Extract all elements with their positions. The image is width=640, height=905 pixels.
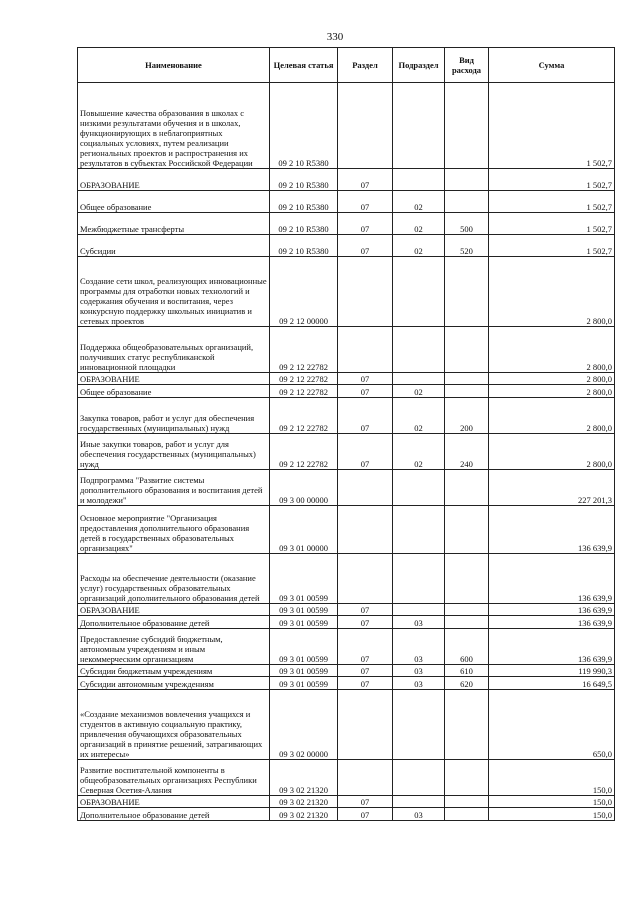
cell-name: Поддержка общеобразовательных организаций, получивших статус республиканской инновационной площадки <box>78 327 270 373</box>
cell-section <box>338 83 393 169</box>
cell-section: 07 <box>338 677 393 690</box>
cell-subsection <box>393 604 445 616</box>
table-row <box>78 629 615 665</box>
cell-name: Подпрограмма "Развитие системы дополнительного образования и воспитания детей и молодежи" <box>78 470 270 506</box>
cell-subsection: 02 <box>393 434 445 470</box>
table-row <box>78 554 615 604</box>
cell-amount: 150,0 <box>489 796 615 808</box>
cell-code: 09 2 12 22782 <box>270 398 338 434</box>
table-row <box>78 398 615 434</box>
cell-amount: 1 502,7 <box>489 83 615 169</box>
cell-amount: 150,0 <box>489 760 615 796</box>
cell-section <box>338 760 393 796</box>
cell-name: Общее образование <box>78 191 270 213</box>
cell-name: Межбюджетные трансферты <box>78 213 270 235</box>
cell-amount: 1 502,7 <box>489 191 615 213</box>
header-section: Раздел <box>338 48 393 83</box>
table-row <box>78 808 615 821</box>
cell-code: 09 2 12 00000 <box>270 257 338 327</box>
cell-code: 09 2 12 22782 <box>270 385 338 398</box>
cell-exptype: 240 <box>445 434 489 470</box>
cell-name: Основное мероприятие "Организация предоставления дополнительного образования детей в государственных образовательных организациях" <box>78 506 270 554</box>
table-row <box>78 604 615 616</box>
header-subsection: Подраздел <box>393 48 445 83</box>
table-row <box>78 665 615 677</box>
table-row <box>78 213 615 235</box>
cell-code: 09 3 01 00000 <box>270 506 338 554</box>
cell-section: 07 <box>338 235 393 257</box>
table-row <box>78 373 615 385</box>
cell-section: 07 <box>338 616 393 629</box>
cell-amount: 136 639,9 <box>489 616 615 629</box>
table-row <box>78 83 615 169</box>
cell-amount: 1 502,7 <box>489 235 615 257</box>
cell-name: Субсидии бюджетным учреждениям <box>78 665 270 677</box>
cell-amount: 136 639,9 <box>489 604 615 616</box>
cell-subsection: 03 <box>393 677 445 690</box>
cell-subsection: 03 <box>393 629 445 665</box>
cell-code: 09 3 01 00599 <box>270 616 338 629</box>
cell-exptype <box>445 470 489 506</box>
cell-name: «Создание механизмов вовлечения учащихся и студентов в активную социальную практику, привлечения обучающихся образовательных организаций в принятие решений, затрагивающих их интересы» <box>78 690 270 760</box>
cell-amount: 16 649,5 <box>489 677 615 690</box>
cell-code: 09 2 10 R5380 <box>270 83 338 169</box>
table-row <box>78 616 615 629</box>
cell-code: 09 2 10 R5380 <box>270 213 338 235</box>
table-row <box>78 235 615 257</box>
cell-subsection: 03 <box>393 616 445 629</box>
cell-exptype <box>445 808 489 821</box>
cell-exptype <box>445 796 489 808</box>
header-name: Наименование <box>78 48 270 83</box>
cell-name: Субсидии автономным учреждениям <box>78 677 270 690</box>
cell-amount: 136 639,9 <box>489 506 615 554</box>
cell-amount: 2 800,0 <box>489 327 615 373</box>
cell-section <box>338 506 393 554</box>
cell-name: ОБРАЗОВАНИЕ <box>78 373 270 385</box>
cell-section: 07 <box>338 191 393 213</box>
cell-code: 09 3 01 00599 <box>270 554 338 604</box>
cell-name: Субсидии <box>78 235 270 257</box>
cell-subsection <box>393 760 445 796</box>
cell-subsection: 02 <box>393 213 445 235</box>
cell-subsection: 02 <box>393 235 445 257</box>
cell-section: 07 <box>338 385 393 398</box>
cell-name: Общее образование <box>78 385 270 398</box>
cell-subsection <box>393 257 445 327</box>
cell-exptype <box>445 385 489 398</box>
cell-exptype <box>445 327 489 373</box>
cell-name: ОБРАЗОВАНИЕ <box>78 169 270 191</box>
cell-exptype <box>445 191 489 213</box>
cell-section: 07 <box>338 796 393 808</box>
cell-amount: 650,0 <box>489 690 615 760</box>
cell-section: 07 <box>338 398 393 434</box>
cell-name: Закупка товаров, работ и услуг для обеспечения государственных (муниципальных) нужд <box>78 398 270 434</box>
cell-exptype: 610 <box>445 665 489 677</box>
cell-amount: 119 990,3 <box>489 665 615 677</box>
cell-name: Предоставление субсидий бюджетным, автономным учреждениям и иным некоммерческим организациям <box>78 629 270 665</box>
cell-subsection <box>393 796 445 808</box>
cell-subsection <box>393 470 445 506</box>
cell-amount: 136 639,9 <box>489 629 615 665</box>
cell-code: 09 2 12 22782 <box>270 327 338 373</box>
cell-amount: 2 800,0 <box>489 373 615 385</box>
cell-section: 07 <box>338 169 393 191</box>
cell-subsection: 03 <box>393 665 445 677</box>
cell-subsection: 03 <box>393 808 445 821</box>
cell-code: 09 3 01 00599 <box>270 665 338 677</box>
cell-subsection: 02 <box>393 385 445 398</box>
cell-name: ОБРАЗОВАНИЕ <box>78 604 270 616</box>
cell-subsection: 02 <box>393 398 445 434</box>
cell-exptype <box>445 616 489 629</box>
cell-exptype <box>445 83 489 169</box>
cell-code: 09 3 01 00599 <box>270 629 338 665</box>
cell-code: 09 3 02 21320 <box>270 808 338 821</box>
table-row <box>78 385 615 398</box>
cell-exptype <box>445 506 489 554</box>
cell-section <box>338 257 393 327</box>
cell-exptype: 620 <box>445 677 489 690</box>
cell-section <box>338 554 393 604</box>
table-row <box>78 470 615 506</box>
cell-code: 09 2 12 22782 <box>270 373 338 385</box>
cell-code: 09 2 10 R5380 <box>270 235 338 257</box>
cell-section: 07 <box>338 604 393 616</box>
header-amount: Сумма <box>489 48 615 83</box>
cell-exptype <box>445 760 489 796</box>
cell-exptype <box>445 169 489 191</box>
cell-code: 09 3 02 21320 <box>270 760 338 796</box>
cell-code: 09 3 00 00000 <box>270 470 338 506</box>
table-header-row <box>78 48 615 83</box>
cell-code: 09 2 12 22782 <box>270 434 338 470</box>
cell-name: Расходы на обеспечение деятельности (оказание услуг) государственных образовательных организаций дополнительного образования детей <box>78 554 270 604</box>
table-row <box>78 760 615 796</box>
header-exptype: Вид расхода <box>445 48 489 83</box>
cell-subsection <box>393 690 445 760</box>
cell-exptype <box>445 257 489 327</box>
cell-section: 07 <box>338 434 393 470</box>
cell-amount: 136 639,9 <box>489 554 615 604</box>
cell-section <box>338 470 393 506</box>
table-row <box>78 690 615 760</box>
table-row <box>78 506 615 554</box>
cell-subsection <box>393 373 445 385</box>
cell-section: 07 <box>338 808 393 821</box>
cell-amount: 2 800,0 <box>489 398 615 434</box>
table-row <box>78 169 615 191</box>
cell-subsection <box>393 506 445 554</box>
cell-section <box>338 327 393 373</box>
header-code: Целевая статья <box>270 48 338 83</box>
cell-name: Иные закупки товаров, работ и услуг для обеспечения государственных (муниципальных) нужд <box>78 434 270 470</box>
cell-exptype: 200 <box>445 398 489 434</box>
cell-amount: 2 800,0 <box>489 385 615 398</box>
cell-name: Дополнительное образование детей <box>78 808 270 821</box>
cell-section: 07 <box>338 373 393 385</box>
page-number: 330 <box>326 31 344 43</box>
cell-section: 07 <box>338 213 393 235</box>
cell-exptype <box>445 690 489 760</box>
cell-subsection <box>393 169 445 191</box>
budget-table <box>77 47 615 821</box>
cell-code: 09 3 01 00599 <box>270 604 338 616</box>
cell-amount: 1 502,7 <box>489 213 615 235</box>
cell-exptype <box>445 373 489 385</box>
table-row <box>78 327 615 373</box>
cell-amount: 2 800,0 <box>489 257 615 327</box>
cell-subsection <box>393 327 445 373</box>
table-row <box>78 257 615 327</box>
cell-amount: 1 502,7 <box>489 169 615 191</box>
cell-exptype <box>445 604 489 616</box>
cell-exptype <box>445 554 489 604</box>
table-row <box>78 677 615 690</box>
cell-name: Создание сети школ, реализующих инновационные программы для отработки новых технологий и содержания обучения и воспитания, через конкурсную поддержку школьных инициатив и сетевых проектов <box>78 257 270 327</box>
cell-name: ОБРАЗОВАНИЕ <box>78 796 270 808</box>
cell-exptype: 520 <box>445 235 489 257</box>
cell-code: 09 3 02 00000 <box>270 690 338 760</box>
cell-subsection: 02 <box>393 191 445 213</box>
cell-exptype: 500 <box>445 213 489 235</box>
cell-code: 09 2 10 R5380 <box>270 191 338 213</box>
cell-subsection <box>393 83 445 169</box>
table-row <box>78 191 615 213</box>
cell-exptype: 600 <box>445 629 489 665</box>
cell-amount: 227 201,3 <box>489 470 615 506</box>
cell-amount: 2 800,0 <box>489 434 615 470</box>
cell-subsection <box>393 554 445 604</box>
cell-name: Повышение качества образования в школах с низкими результатами обучения и в школах, функционирующих в неблагоприятных социальных условиях, путем реализации региональных проектов и распространения их результатов в субъектах Российской Федерации <box>78 83 270 169</box>
cell-code: 09 3 02 21320 <box>270 796 338 808</box>
cell-amount: 150,0 <box>489 808 615 821</box>
cell-code: 09 2 10 R5380 <box>270 169 338 191</box>
table-row <box>78 434 615 470</box>
cell-name: Дополнительное образование детей <box>78 616 270 629</box>
cell-code: 09 3 01 00599 <box>270 677 338 690</box>
cell-section: 07 <box>338 665 393 677</box>
cell-name: Развитие воспитательной компоненты в общеобразовательных организациях Республики Северная Осетия-Алания <box>78 760 270 796</box>
table-row <box>78 796 615 808</box>
cell-section: 07 <box>338 629 393 665</box>
cell-section <box>338 690 393 760</box>
